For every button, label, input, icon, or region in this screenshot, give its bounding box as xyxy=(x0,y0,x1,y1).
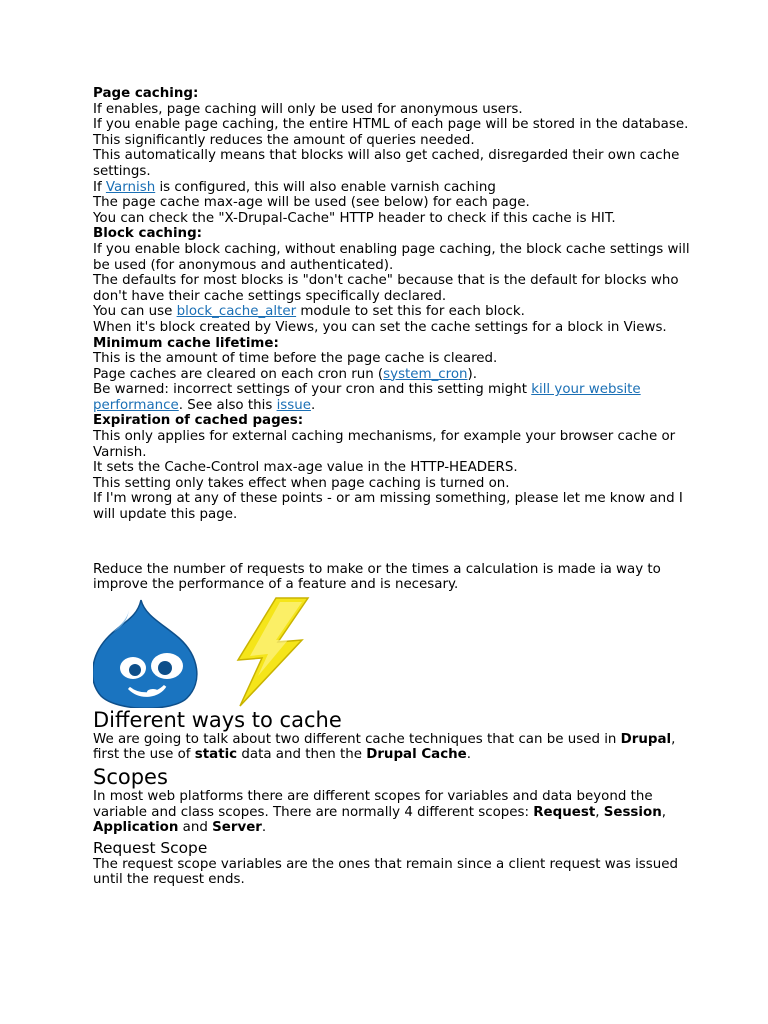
page-caching-line-4: If Varnish is configured, this will also enable varnish caching xyxy=(93,179,496,195)
page-caching-line-3: This automatically means that blocks will also get cached, disregarded their own cache settings. xyxy=(93,148,680,179)
different-ways-heading: Different ways to cache xyxy=(93,707,342,732)
page-caching-line-1: If enables, page caching will only be used for anonymous users. xyxy=(93,101,523,117)
issue-link[interactable]: issue xyxy=(276,397,311,413)
lightning-bolt-icon xyxy=(218,596,328,708)
scopes-paragraph: In most web platforms there are different scopes for variables and data beyond the variable and class scopes. There are normally 4 different scopes: Request, Session, Application and Server. xyxy=(93,789,666,836)
kill-performance-link[interactable]: kill your website performance xyxy=(93,382,641,413)
caching-settings-section xyxy=(93,86,693,523)
request-scope-paragraph: The request scope variables are the ones that remain since a client request was issued until the request ends. xyxy=(93,856,678,888)
intro-paragraph: Reduce the number of requests to make or the times a calculation is made ia way to improve the performance of a feature and is necesary. xyxy=(93,561,661,593)
min-lifetime-line-2: Page caches are cleared on each cron run (system_cron). xyxy=(93,366,478,382)
page-caching-heading: Page caching: xyxy=(93,86,199,101)
expiration-line-4: If I'm wrong at any of these points - or am missing something, please let me know and I will update this page. xyxy=(93,491,683,523)
logo-row xyxy=(93,596,693,708)
expiration-heading: Expiration of cached pages: xyxy=(93,413,304,429)
block-cache-alter-link[interactable]: block_cache_alter xyxy=(176,304,297,320)
page-caching-line-6: You can check the "X-Drupal-Cache" HTTP header to check if this cache is HIT. xyxy=(93,210,616,226)
request-scope-heading: Request Scope xyxy=(93,838,208,857)
system-cron-link[interactable]: system_cron xyxy=(383,366,468,382)
expiration-line-2: It sets the Cache-Control max-age value in the HTTP-HEADERS. xyxy=(93,460,518,476)
varnish-link[interactable]: Varnish xyxy=(105,179,156,195)
min-cache-lifetime-heading: Minimum cache lifetime: xyxy=(93,335,279,351)
page-caching-line-5: The page cache max-age will be used (see below) for each page. xyxy=(93,195,530,211)
min-lifetime-line-1: This is the amount of time before the page cache is cleared. xyxy=(93,351,498,367)
block-caching-line-2: The defaults for most blocks is "don't cache" because that is the default for blocks who don't have their cache settings specifically declared. xyxy=(93,273,679,304)
scopes-heading: Scopes xyxy=(93,765,168,789)
page-caching-line-2: If you enable page caching, the entire HTML of each page will be stored in the database. This significantly reduces the amount of queries needed. xyxy=(93,117,689,148)
block-caching-line-3: You can use block_cache_alter module to set this for each block. xyxy=(93,304,525,320)
expiration-line-3: This setting only takes effect when page caching is turned on. xyxy=(93,475,510,491)
block-caching-line-4: When it's block created by Views, you can set the cache settings for a block in Views. xyxy=(93,319,667,335)
different-ways-paragraph: We are going to talk about two different cache techniques that can be used in Drupal, first the use of static data and then the Drupal Cache. xyxy=(93,731,676,763)
document-page xyxy=(93,86,693,888)
block-caching-heading: Block caching: xyxy=(93,226,203,242)
block-caching-line-1: If you enable block caching, without enabling page caching, the block cache settings will be used (for anonymous and authenticated). xyxy=(93,241,690,273)
expiration-line-1: This only applies for external caching mechanisms, for example your browser cache or Varnish. xyxy=(93,429,676,460)
min-lifetime-line-3: Be warned: incorrect settings of your cron and this setting might kill your website performance. See also this issue. xyxy=(93,382,641,413)
